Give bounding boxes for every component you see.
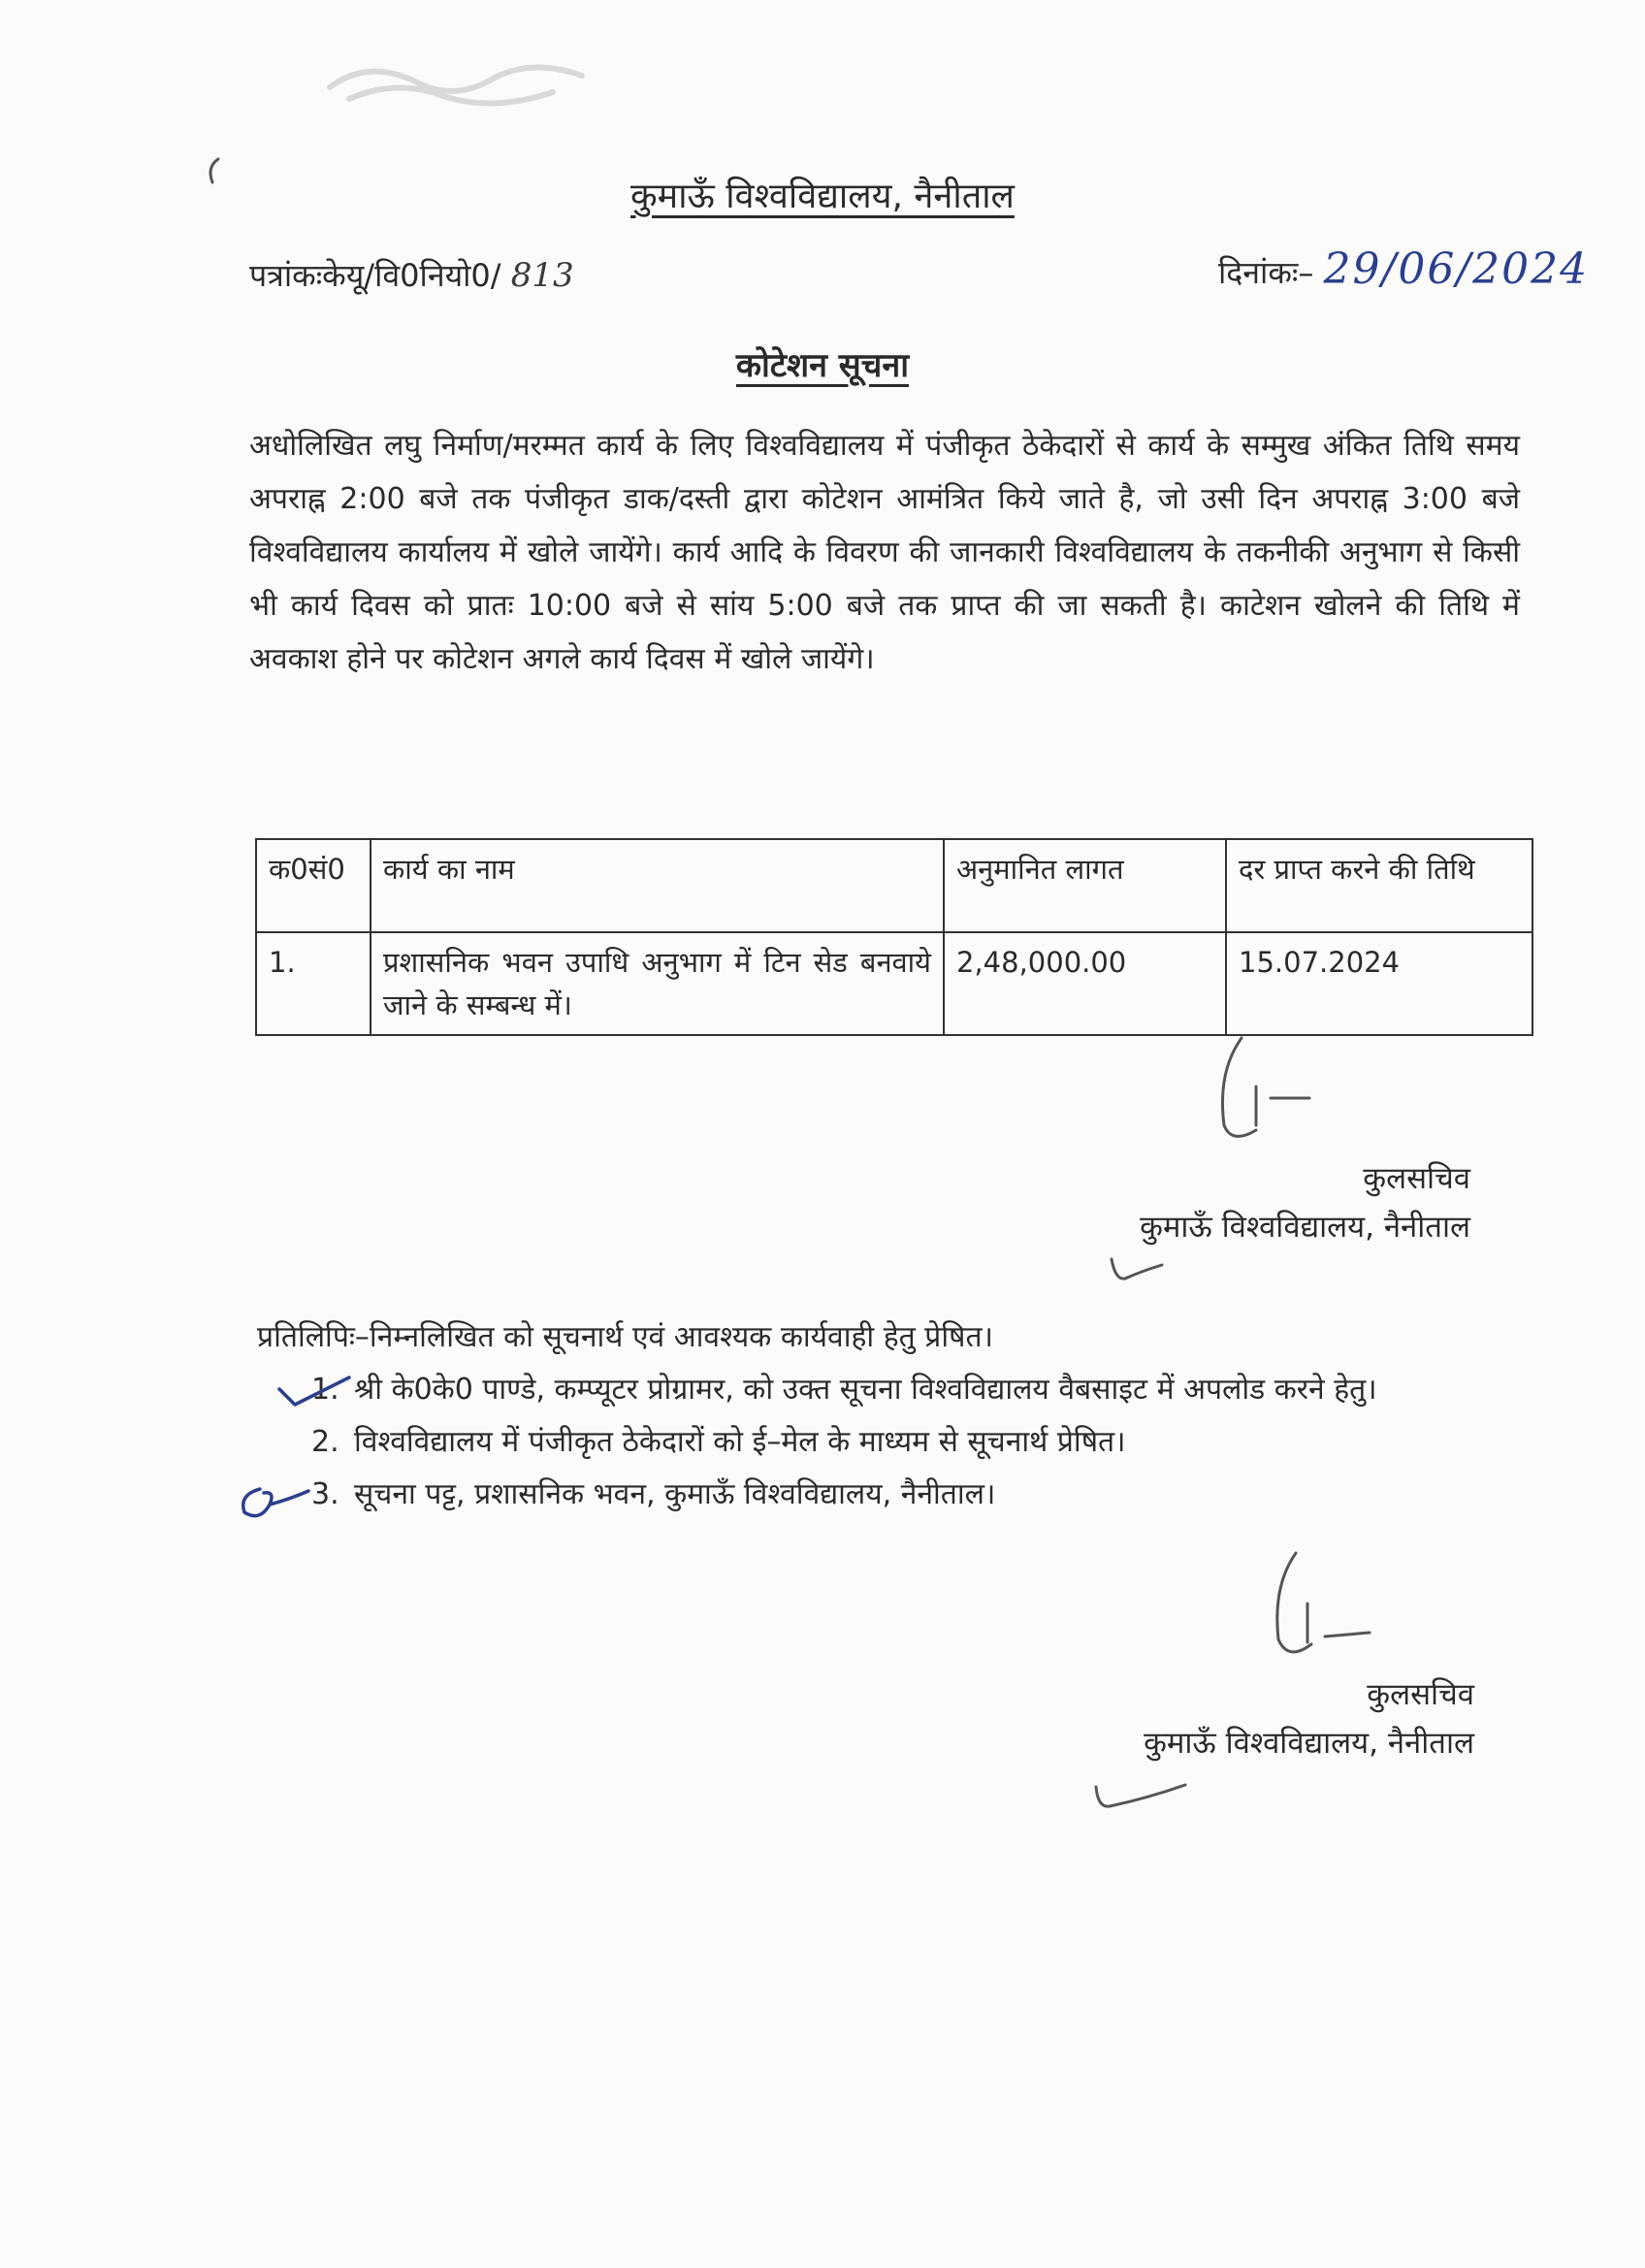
list-item — [257, 1416, 1528, 1469]
signatory-designation: कुलसचिव — [1363, 1161, 1470, 1196]
date-label: दिनांकः– — [1218, 254, 1314, 291]
copy-list — [257, 1364, 1528, 1521]
list-item-text: सूचना पट्ट, प्रशासनिक भवन, कुमाऊँ विश्वविद्यालय, नैनीताल। — [354, 1477, 996, 1511]
signature-block-1 — [1018, 1154, 1470, 1251]
header-work-name: कार्य का नाम — [371, 839, 944, 932]
initial-mark-2 — [1088, 1775, 1195, 1824]
signatory-designation: कुलसचिव — [1367, 1677, 1474, 1712]
table-row — [256, 932, 1532, 1035]
copy-intro: प्रतिलिपिः–निम्नलिखित को सूचनार्थ एवं आवश्यक कार्यवाही हेतु प्रेषित। — [257, 1320, 993, 1354]
initial-mark-1 — [1104, 1251, 1172, 1290]
header-serial: क0सं0 — [256, 839, 371, 932]
list-item-number: 3. — [311, 1477, 339, 1511]
list-item-number: 1. — [311, 1373, 339, 1407]
ink-tick-mark — [274, 1368, 361, 1416]
list-item-text: विश्वविद्यालय में पंजीकृत ठेकेदारों को ई–मेल के माध्यम से सूचनार्थ प्रेषित। — [354, 1425, 1126, 1459]
signatory-office: कुमाऊँ विश्वविद्यालय, नैनीताल — [1140, 1210, 1470, 1245]
header-estimated-cost: अनुमानित लागत — [944, 839, 1226, 932]
list-item — [257, 1364, 1528, 1416]
cell-serial: 1. — [256, 932, 371, 1035]
copy-section — [257, 1312, 1528, 1521]
signature-scribble-1 — [1203, 1028, 1329, 1154]
notice-heading: कोटेशन सूचना — [735, 346, 910, 385]
university-title: कुमाऊँ विश्वविद्यालय, नैनीताल — [630, 177, 1015, 216]
date-value-handwritten: 29/06/2024 — [1323, 244, 1590, 294]
notice-body: अधोलिखित लघु निर्माण/मरम्मत कार्य के लिए विश्वविद्यालय में पंजीकृत ठेकेदारों से कार्य के सम्मुख अंकित तिथि समय अपराह्न 2:00 बजे तक पंजीकृत डाक/दस्ती द्वारा कोटेशन आमंत्रित किये जाते है, जो उसी दिन अपराह्न 3:00 बजे विश्वविद्यालय कार्यालय में खोले जायेंगे। कार्य आदि के विवरण की जानकारी विश्वविद्यालय के तकनीकी अनुभाग से किसी भी कार्य दिवस को प्रातः 10:00 बजे से सांय 5:00 बजे तक प्राप्त की जा सकती है। काटेशन खोलने की तिथि में अवकाश होने पर कोटेशन अगले कार्य दिवस में खोले जायेंगे। — [249, 429, 1520, 676]
list-item-number: 2. — [311, 1425, 339, 1459]
table-header-row — [256, 839, 1532, 932]
ink-initial-mark — [231, 1470, 328, 1528]
ref-number-handwritten: 813 — [510, 256, 574, 295]
cell-rate-date: 15.07.2024 — [1226, 932, 1532, 1035]
header-rate-date: दर प्राप्त करने की तिथि — [1226, 839, 1532, 932]
works-table — [255, 838, 1533, 1036]
signature-scribble-2 — [1261, 1547, 1387, 1673]
embossed-seal-mark — [310, 49, 601, 116]
cell-estimated-cost: 2,48,000.00 — [944, 932, 1226, 1035]
ref-label: पत्रांकःकेयू/वि0नियो0/ — [249, 257, 501, 294]
date-line — [1218, 244, 1589, 294]
signature-block-2 — [1018, 1670, 1474, 1767]
cell-work-name: प्रशासनिक भवन उपाधि अनुभाग में टिन सेड बनवाये जाने के सम्बन्ध में। — [371, 932, 944, 1035]
reference-number — [249, 254, 574, 296]
list-item — [257, 1469, 1528, 1521]
list-item-text: श्री के0के0 पाण्डे, कम्प्यूटर प्रोग्रामर, को उक्त सूचना विश्वविद्यालय वैबसाइट में अपलोड करने हेतु। — [354, 1373, 1377, 1407]
signatory-office: कुमाऊँ विश्वविद्यालय, नैनीताल — [1144, 1726, 1474, 1761]
